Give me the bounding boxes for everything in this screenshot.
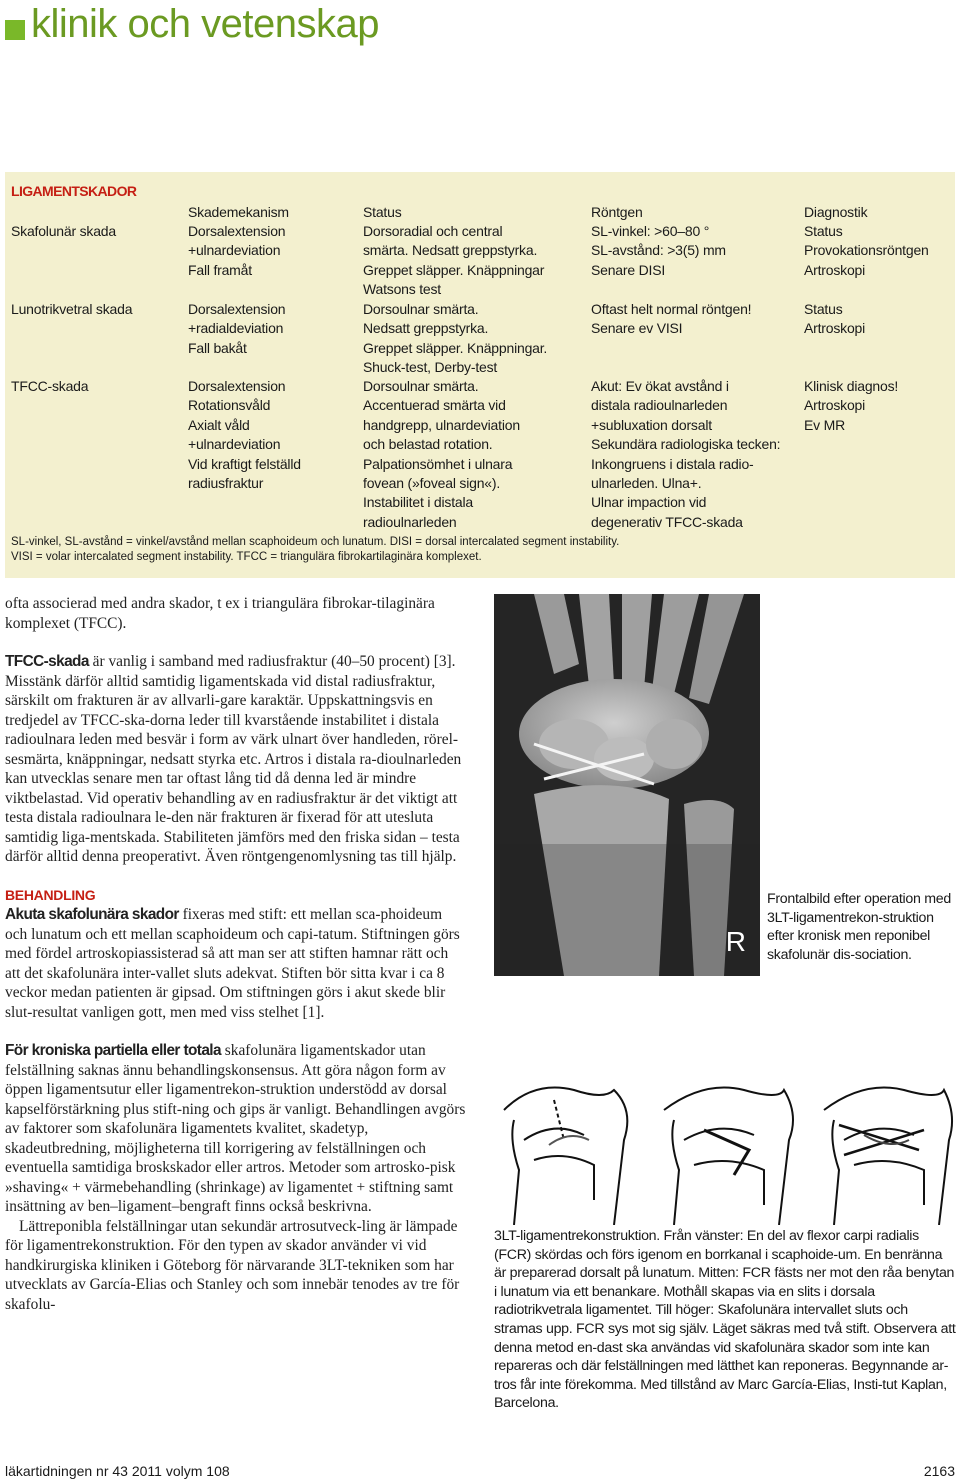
table-note: VISI = volar intercalated segment instability. TFCC = triangulära fibrokartilaginära komplexet. <box>11 551 482 563</box>
surgery-drawings <box>494 1080 957 1225</box>
side-marker: R <box>725 926 746 957</box>
col-diagnostics: Diagnostik <box>804 204 868 220</box>
row-mechanism: Dorsalextension +radialdeviation Fall bakåt <box>188 301 286 356</box>
table-title: LIGAMENTSKADOR <box>11 183 137 199</box>
lead-in: TFCC-skada <box>5 653 89 670</box>
row-mechanism: Dorsalextension +ulnardeviation Fall framåt <box>188 223 286 278</box>
figure-caption: 3LT-ligamentrekonstruktion. Från vänster: En del av flexor carpi radialis (FCR) skördas och förs igenom en borrkanal i scaphoide-um. En benränna är preparerad dorsalt på lunatum. Mitten: FCR fästs ner mot den råa benytan i lunatum via ett benankare. Mothåll skapas via en slits i dorsala radiotrikvetrala ligamentet. Till höger: Skafolunära intervallet sluts och stramas upp. FCR sys mot sig själv. Läget säkras med två stift. Observera att denna metod en-dast ska användas vid skafolunära skador som inte kan repareras och där felställningen med lätthet kan reponeras. Begynnande ar-tros får inte förekomma. Med tillstånd av Marc García-Elias, Insti-tut Kaplan, Barcelona. <box>494 1228 956 1412</box>
col-xray: Röntgen <box>591 204 643 220</box>
row-xray: Akut: Ev ökat avstånd i distala radioulnarleden +subluxation dorsalt Sekundära radiologiska tecken: Inkongruens i distala radio- ulnarleden. Ulna+. Ulnar impaction vid degenerativ TFCC-skada <box>591 378 781 530</box>
row-status: Dorsoulnar smärta. Accentuerad smärta vid handgrepp, ulnardeviation och belastad rotation. Palpationsömhet i ulnara fovean (»foveal sign«). Instabilitet i distala radioulnarleden <box>363 378 520 530</box>
paragraph: För kroniska partiella eller totala skafolunära ligamentskador utan felställning saknas ännu behandlingskonsensus. Att göra någon form av öppen ligamentsutur eller ligamentrekon-struktion understödd av dorsal kapselförstärkning plus stift-ning och gips är vanligt. Behandlingen avgörs av faktorer som skafolunära ligamentets kvalitet, skadetyp, skadeutbredning, möjligheterna till korrigering av felställningen och eventuella samtidiga broskskador eller artros. Metoder som artrosko-pisk »shaving« + värmebehandling (shrinkage) av ligamentet + stiftning samt insättning av ben–ligament–bengraft finns också beskrivna. <box>5 1042 466 1215</box>
row-status: Dorsoradial och central smärta. Nedsatt greppstyrka. Greppet släpper. Knäppningar Watsons test <box>363 223 545 298</box>
reconstruction-diagram-icon <box>494 1080 957 1225</box>
section-title: klinik och vetenskap <box>31 2 379 46</box>
row-xray: SL-vinkel: >60–80 ° SL-avstånd: >3(5) mm Senare DISI <box>591 223 726 278</box>
page-number: 2163 <box>923 1463 955 1479</box>
row-xray: Oftast helt normal röntgen! Senare ev VISI <box>591 301 752 337</box>
paragraph: ofta associerad med andra skador, t ex i triangulära fibrokar-tilaginära komplexet (TFCC). <box>5 595 435 632</box>
row-name: TFCC-skada <box>11 378 89 394</box>
section-heading: BEHANDLING <box>5 886 96 903</box>
row-mechanism: Dorsalextension Rotationsvåld Axialt våld +ulnardeviation Vid kraftigt felställd radiusfraktur <box>188 378 301 492</box>
col-status: Status <box>363 204 402 220</box>
article-body <box>5 594 467 1314</box>
row-diagnostics: Status Artroskopi <box>804 301 866 337</box>
row-name: Skafolunär skada <box>11 223 116 239</box>
section-header <box>5 2 379 47</box>
col-mechanism: Skademekanism <box>188 204 289 220</box>
lead-in: Akuta skafolunära skador <box>5 906 179 923</box>
paragraph: TFCC-skada är vanlig i samband med radiusfraktur (40–50 procent) [3]. Misstänk därför alltid samtidig ligamentskada vid distal radiusfraktur, särskilt om frakturen är av allvarli-gare karaktär. Uppskattningsvis en tredjedel av TFCC-ska-dorna leder till kvarstående instabilitet i distala radioulnara leden med besvär i form av värk ulnart över handleden, rörel-sesmärta, knäppningar, nedsatt styrka etc. Artros i distala ra-dioulnarleden kan utvecklas senare men tar oftast lång tid då denna led är mindre viktbelastad. Vid operativ behandling av en radiusfraktur är det viktigt att testa distala radioulnara le-den när frakturen är fixerad för att utesluta samtidig liga-mentskada. Stabiliteten jämförs med den friska sidan – testa därför alltid denna preoperativt. Även röntgengenomlysning tas till hjälp. <box>5 653 462 865</box>
table-note: SL-vinkel, SL-avstånd = vinkel/avstånd mellan scaphoideum och lunatum. DISI = dorsal intercalated segment instability. <box>11 536 620 548</box>
journal-footer: läkartidningen nr 43 2011 volym 108 <box>5 1463 230 1479</box>
wrist-xray-icon <box>494 594 760 976</box>
row-diagnostics: Klinisk diagnos! Artroskopi Ev MR <box>804 378 899 433</box>
row-status: Dorsoulnar smärta. Nedsatt greppstyrka. Greppet släpper. Knäppningar. Shuck-test, Derby-test <box>363 301 548 376</box>
lead-in: För kroniska partiella eller totala <box>5 1042 221 1059</box>
paragraph: Akuta skafolunära skador fixeras med stift: ett mellan sca-phoideum och lunatum och ett mellan scaphoideum och capi-tatum. Stiftningen görs med fördel artroskopiassisterad så att man ser att stiften hamnar rätt och att det skafolunära inter-vallet sluts adekvat. Stiften bör sitta kvar i ca 8 veckor medan patienten är gipsad. Om stiftningen görs i akut skede blir slut-resultat vanligen gott, men med viss stelhet [1]. <box>5 906 460 1021</box>
green-square-icon <box>5 20 25 40</box>
xray-image <box>494 594 760 976</box>
row-diagnostics: Status Provokationsröntgen Artroskopi <box>804 223 929 278</box>
row-name: Lunotrikvetral skada <box>11 301 133 317</box>
figure-caption: Frontalbild efter operation med 3LT-ligamentrekon-struktion efter kronisk men reponibel skafolunär dis-sociation. <box>767 891 951 963</box>
paragraph: Lättreponibla felställningar utan sekundär artrosutveck-ling är lämpade för ligamentrekonstruktion. För den typen av skador använder vi vid handkirurgiska kliniken i Göteborg för närvarande 3LT-tekniken som har utvecklats av García-Elias och Stanley och som innebär tenodes av tre för skafolu- <box>5 1217 460 1313</box>
